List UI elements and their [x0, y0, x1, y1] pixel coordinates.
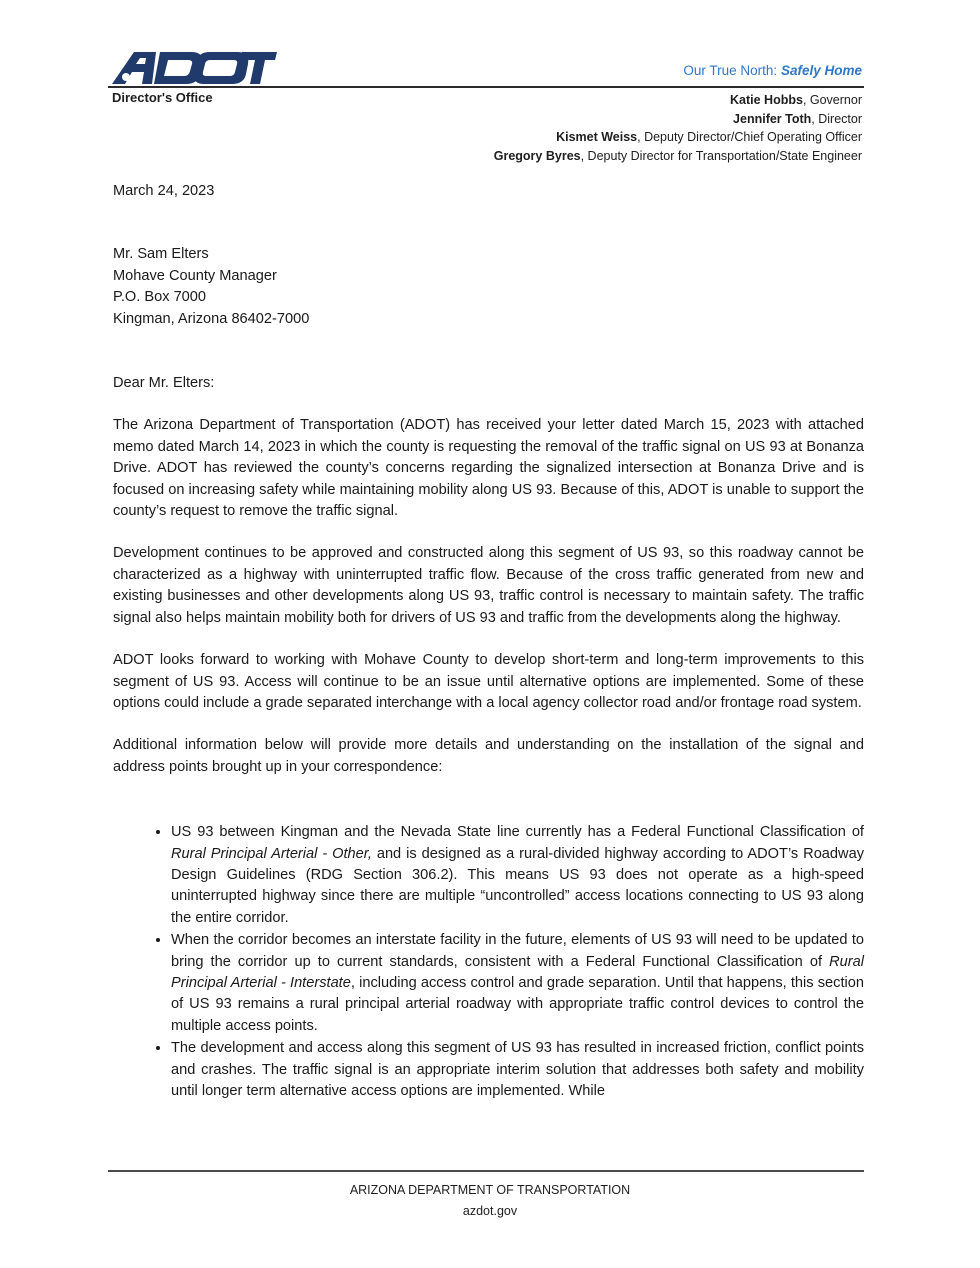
- official-deputy-coo: Kismet Weiss, Deputy Director/Chief Operating Officer: [556, 130, 862, 145]
- paragraph-3: ADOT looks forward to working with Mohave County to develop short-term and long-term improvements to this segment of US 93. Access will continue to be an issue until alternative options are implemented. Some of these options could include a grade separated interchange with a local agency collector road and/or frontage road system.: [113, 652, 864, 711]
- paragraph-4: Additional information below will provide more details and understanding on the installation of the signal and address points brought up in your correspondence:: [113, 737, 864, 775]
- tagline-emphasis: Safely Home: [780, 63, 862, 78]
- header-divider: [108, 86, 864, 88]
- officials-list: [494, 91, 862, 165]
- footer-organization: ARIZONA DEPARTMENT OF TRANSPORTATION: [349, 1183, 631, 1197]
- recipient-name: Mr. Sam Elters: [113, 246, 209, 263]
- recipient-title: Mohave County Manager: [113, 267, 277, 284]
- recipient-address: [113, 244, 864, 330]
- adot-logo: [112, 50, 277, 86]
- tagline: [683, 63, 862, 78]
- footer-divider: [108, 1170, 864, 1172]
- official-governor: Katie Hobbs, Governor: [730, 93, 862, 107]
- footer: [0, 1180, 980, 1222]
- bullet-item: • The development and access along this segment of US 93 has resulted in increased friction, conflict points and crashes. The traffic signal is an appropriate interim solution that addresses both safety and mobility until longer term alternative access options are implemented. While: [171, 1037, 864, 1102]
- recipient-address-line1: P.O. Box 7000: [113, 289, 207, 306]
- bullet-item: • When the corridor becomes an interstate facility in the future, elements of US 93 will need to be updated to bring the corridor up to current standards, consistent with a Federal Functional Classification of Rural Principal Arterial - Interstate, including access control and grade separation. Until that happens, this section of US 93 remains a rural principal arterial roadway with appropriate traffic control devices to control the multiple access points.: [171, 929, 864, 1037]
- official-director: Jennifer Toth, Director: [733, 111, 862, 126]
- footer-website: azdot.gov: [462, 1204, 518, 1218]
- paragraph-2: Development continues to be approved and constructed along this segment of US 93, so this roadway cannot be characterized as a highway with uninterrupted traffic flow. Because of the cross traffic generated from new and existing businesses and other developments along US 93, traffic control is necessary to maintain safety. The traffic signal also helps maintain mobility both for drivers of US 93 and traffic from the developments along the highway.: [113, 545, 864, 626]
- bullet-list: [113, 821, 864, 1102]
- bullet-item: • US 93 between Kingman and the Nevada State line currently has a Federal Functional Classification of Rural Principal Arterial - Other, and is designed as a rural-divided highway according to ADOT’s Roadway Design Guidelines (RDG Section 306.2). This means US 93 does not operate as a high-speed uninterrupted highway since there are multiple “uncontrolled” access locations connecting to US 93 along the entire corridor.: [171, 821, 864, 929]
- paragraph-1: The Arizona Department of Transportation (ADOT) has received your letter dated March 15, 2023 with attached memo dated March 14, 2023 in which the county is requesting the removal of the traffic signal on US 93 at Bonanza Drive. ADOT has reviewed the county’s concerns regarding the signalized intersection at Bonanza Drive and is focused on increasing safety while maintaining mobility along US 93. Because of this, ADOT is unable to support the county’s request to remove the traffic signal.: [113, 417, 864, 520]
- tagline-prefix: Our True North:: [683, 63, 781, 78]
- recipient-address-line2: Kingman, Arizona 86402-7000: [113, 310, 310, 327]
- letter-date: March 24, 2023: [113, 183, 215, 199]
- office-name: Director's Office: [112, 90, 213, 105]
- salutation: Dear Mr. Elters:: [113, 375, 215, 392]
- letter-body: [113, 181, 864, 1102]
- official-deputy-engineer: Gregory Byres, Deputy Director for Transportation/State Engineer: [493, 148, 862, 163]
